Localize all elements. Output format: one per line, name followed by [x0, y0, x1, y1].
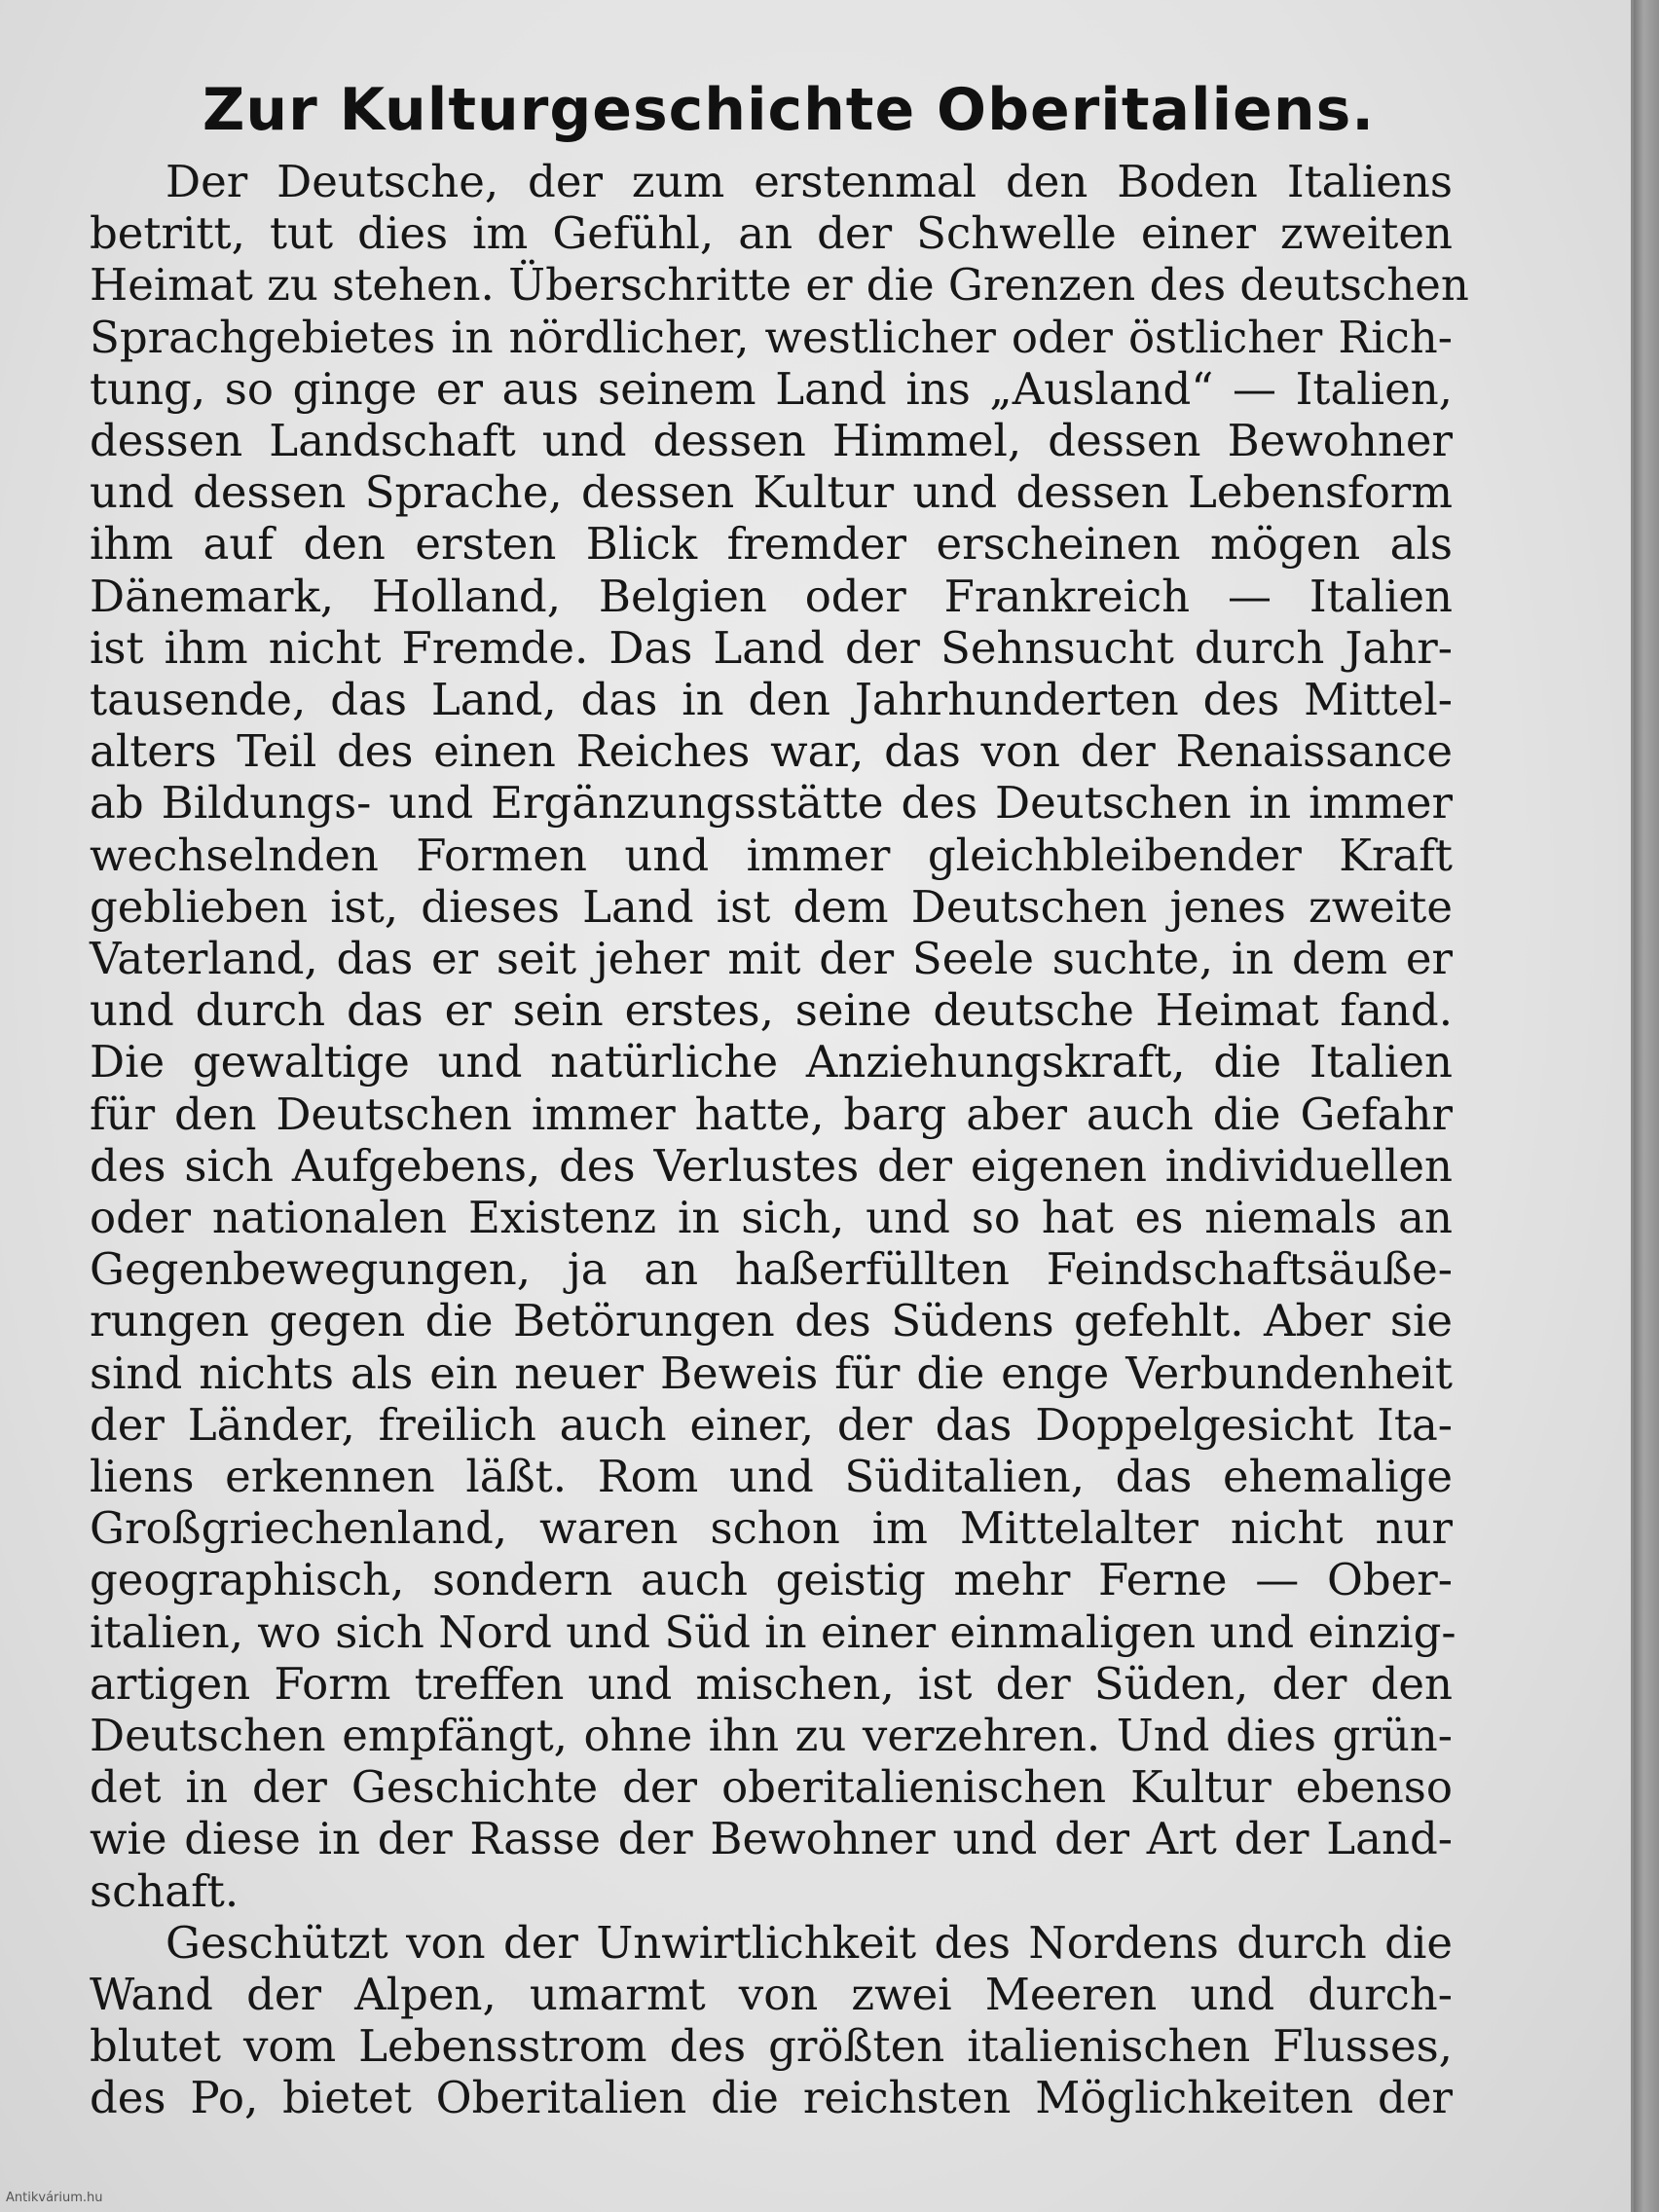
text-line: Sprachgebietes in nördlicher, westlicher oder östlicher Rich- [90, 311, 1453, 363]
text-line: Dänemark, Holland, Belgien oder Frankreich — Italien [90, 570, 1453, 622]
text-line: betritt, tut dies im Gefühl, an der Schwelle einer zweiten [90, 207, 1453, 260]
text-line: des sich Aufgebens, des Verlustes der eigenen individuellen [90, 1139, 1453, 1192]
text-line: tung, so ginge er aus seinem Land ins „Ausland“ — Italien, [90, 362, 1453, 415]
text-line: italien, wo sich Nord und Süd in einer einmaligen und einzig- [90, 1605, 1456, 1658]
text-line: Die gewaltige und natürliche Anziehungskraft, die Italien [90, 1036, 1453, 1088]
text-line: geographisch, sondern auch geistig mehr Ferne — Ober- [90, 1554, 1453, 1606]
text-line: Der Deutsche, der zum erstenmal den Boden Italiens [166, 156, 1453, 207]
text-line: und durch das er sein erstes, seine deutsche Heimat fand. [90, 984, 1453, 1037]
text-line: ihm auf den ersten Blick fremder erscheinen mögen als [90, 518, 1453, 571]
text-line: Heimat zu stehen. Überschritte er die Grenzen des deutschen [90, 259, 1469, 312]
text-line: für den Deutschen immer hatte, barg aber auch die Gefahr [90, 1088, 1453, 1140]
text-line: tausende, das Land, das in den Jahrhunderten des Mittel- [90, 674, 1453, 725]
text-line: Deutschen empfängt, ohne ihn zu verzehren. Und dies grün- [90, 1710, 1453, 1761]
text-line: des Po, bietet Oberitalien die reichsten Möglichkeiten der [90, 2072, 1453, 2124]
text-line: ist ihm nicht Fremde. Das Land der Sehnsucht durch Jahr- [90, 621, 1453, 674]
text-line: sind nichts als ein neuer Beweis für die enge Verbundenheit [90, 1346, 1453, 1399]
text-line: der Länder, freilich auch einer, der das Doppelgesicht Ita- [90, 1398, 1453, 1451]
text-line: dessen Landschaft und dessen Himmel, dessen Bewohner [90, 415, 1453, 466]
text-line: schaft. [90, 1864, 240, 1917]
text-line: Geschützt von der Unwirtlichkeit des Nordens durch die [166, 1916, 1453, 1969]
text-line: ab Bildungs- und Ergänzungsstätte des Deutschen in immer [90, 777, 1453, 830]
text-line: oder nationalen Existenz in sich, und so hat es niemals an [90, 1192, 1453, 1243]
text-line: Großgriechenland, waren schon im Mittelalter nicht nur [90, 1502, 1453, 1555]
text-line: rungen gegen die Betörungen des Südens gefehlt. Aber sie [90, 1295, 1453, 1347]
text-line: Wand der Alpen, umarmt von zwei Meeren und durch- [90, 1969, 1453, 2020]
text-line: det in der Geschichte der oberitalienischen Kultur ebenso [90, 1761, 1453, 1814]
text-line: wie diese in der Rasse der Bewohner und der Art der Land- [90, 1813, 1453, 1865]
book-spine-edge [1634, 0, 1659, 2212]
watermark: Antikvárium.hu [6, 2191, 103, 2205]
page-title: Zur Kulturgeschichte Oberitaliens. [202, 76, 1376, 144]
text-line: wechselnden Formen und immer gleichbleibender Kraft [90, 829, 1453, 881]
text-line: Gegenbewegungen, ja an haßerfüllten Feindschaftsäuße- [90, 1243, 1453, 1296]
text-line: artigen Form treffen und mischen, ist der Süden, der den [90, 1657, 1453, 1710]
text-line: alters Teil des einen Reiches war, das von der Renaissance [90, 725, 1453, 778]
text-line: blutet vom Lebensstrom des größten italienischen Flusses, [90, 2020, 1453, 2073]
text-line: Vaterland, das er seit jeher mit der Seele suchte, in dem er [90, 933, 1453, 984]
text-line: und dessen Sprache, dessen Kultur und dessen Lebensform [90, 466, 1453, 519]
text-line: geblieben ist, dieses Land ist dem Deutschen jenes zweite [90, 880, 1453, 933]
text-line: liens erkennen läßt. Rom und Süditalien, das ehemalige [90, 1451, 1453, 1502]
